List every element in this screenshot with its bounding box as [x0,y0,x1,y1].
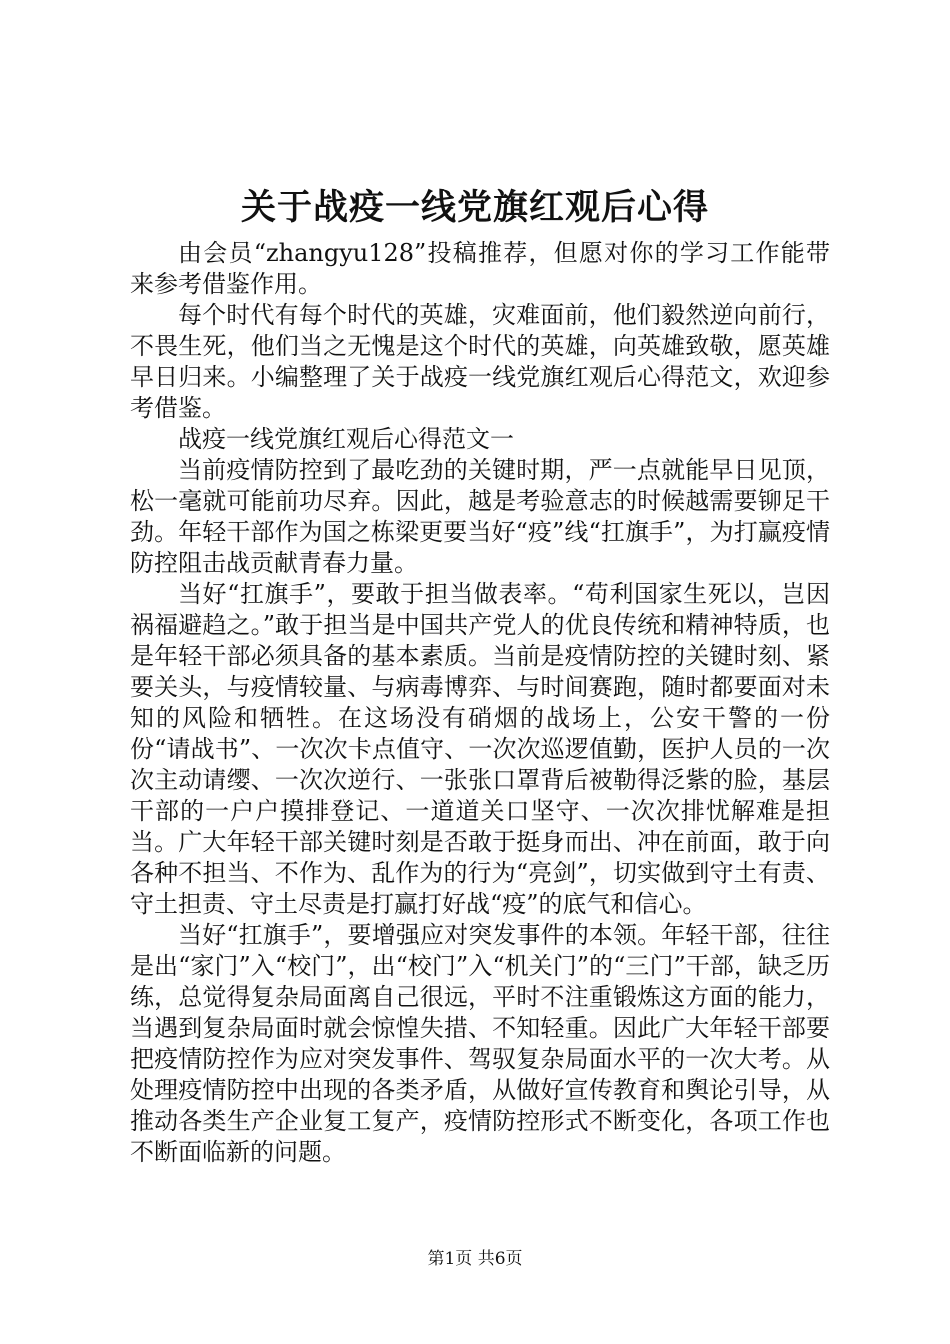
paragraph-intro: 由会员“zhangyu128”投稿推荐，但愿对你的学习工作能带来参考借鉴作用。 [130,239,830,298]
paragraph-2: 当好“扛旗手”，要敢于担当做表率。“苟利国家生死以，岂因祸福避趋之。”敢于担当是中国共产党人的优良传统和精神特质，也是年轻干部必须具备的基本素质。当前是疫情防控的关键时刻、紧要关头，与疫情较量、与病毒博弈、与时间赛跑，随时都要面对未知的风险和牺牲。在这场没有硝烟的战场上，公安干警的一份份“请战书”、一次次卡点值守、一次次巡逻值勤，医护人员的一次次主动请缨、一次次逆行、一张张口罩背后被勒得泛紫的脸，基层干部的一户户摸排登记、一道道关口坚守、一次次排忧解难是担当。广大年轻干部关键时刻是否敢于挺身而出、冲在前面，敢于向各种不担当、不作为、乱作为的行为“亮剑”，切实做到守土有责、守土担责、守土尽责是打赢打好战“疫”的底气和信心。 [130,580,830,918]
paragraph-3: 当好“扛旗手”，要增强应对突发事件的本领。年轻干部，往往是出“家门”入“校门”，出“校门”入“机关门”的“三门”干部，缺乏历练，总觉得复杂局面离自己很远，平时不注重锻炼这方面的能力，当遇到复杂局面时就会惊惶失措、不知轻重。因此广大年轻干部要把疫情防控作为应对突发事件、驾驭复杂局面水平的一次大考。从处理疫情防控中出现的各类矛盾，从做好宣传教育和舆论引导，从推动各类生产企业复工复产，疫情防控形式不断变化，各项工作也不断面临新的问题。 [130,921,830,1166]
section-heading: 战疫一线党旗红观后心得范文一 [178,425,514,453]
document-body [130,238,830,1168]
document-title: 关于战疫一线党旗红观后心得 [240,187,709,228]
page-number-footer: 第1页 共6页 [427,1249,523,1269]
paragraph-preface: 每个时代有每个时代的英雄，灾难面前，他们毅然逆向前行，不畏生死，他们当之无愧是这个时代的英雄，向英雄致敬，愿英雄早日归来。小编整理了关于战疫一线党旗红观后心得范文，欢迎参考借鉴。 [130,301,830,422]
paragraph-1: 当前疫情防控到了最吃劲的关键时期，严一点就能早日见顶，松一毫就可能前功尽弃。因此，越是考验意志的时候越需要铆足干劲。年轻干部作为国之栋梁更要当好“疫”线“扛旗手”，为打赢疫情防控阻击战贡献青春力量。 [130,456,830,577]
